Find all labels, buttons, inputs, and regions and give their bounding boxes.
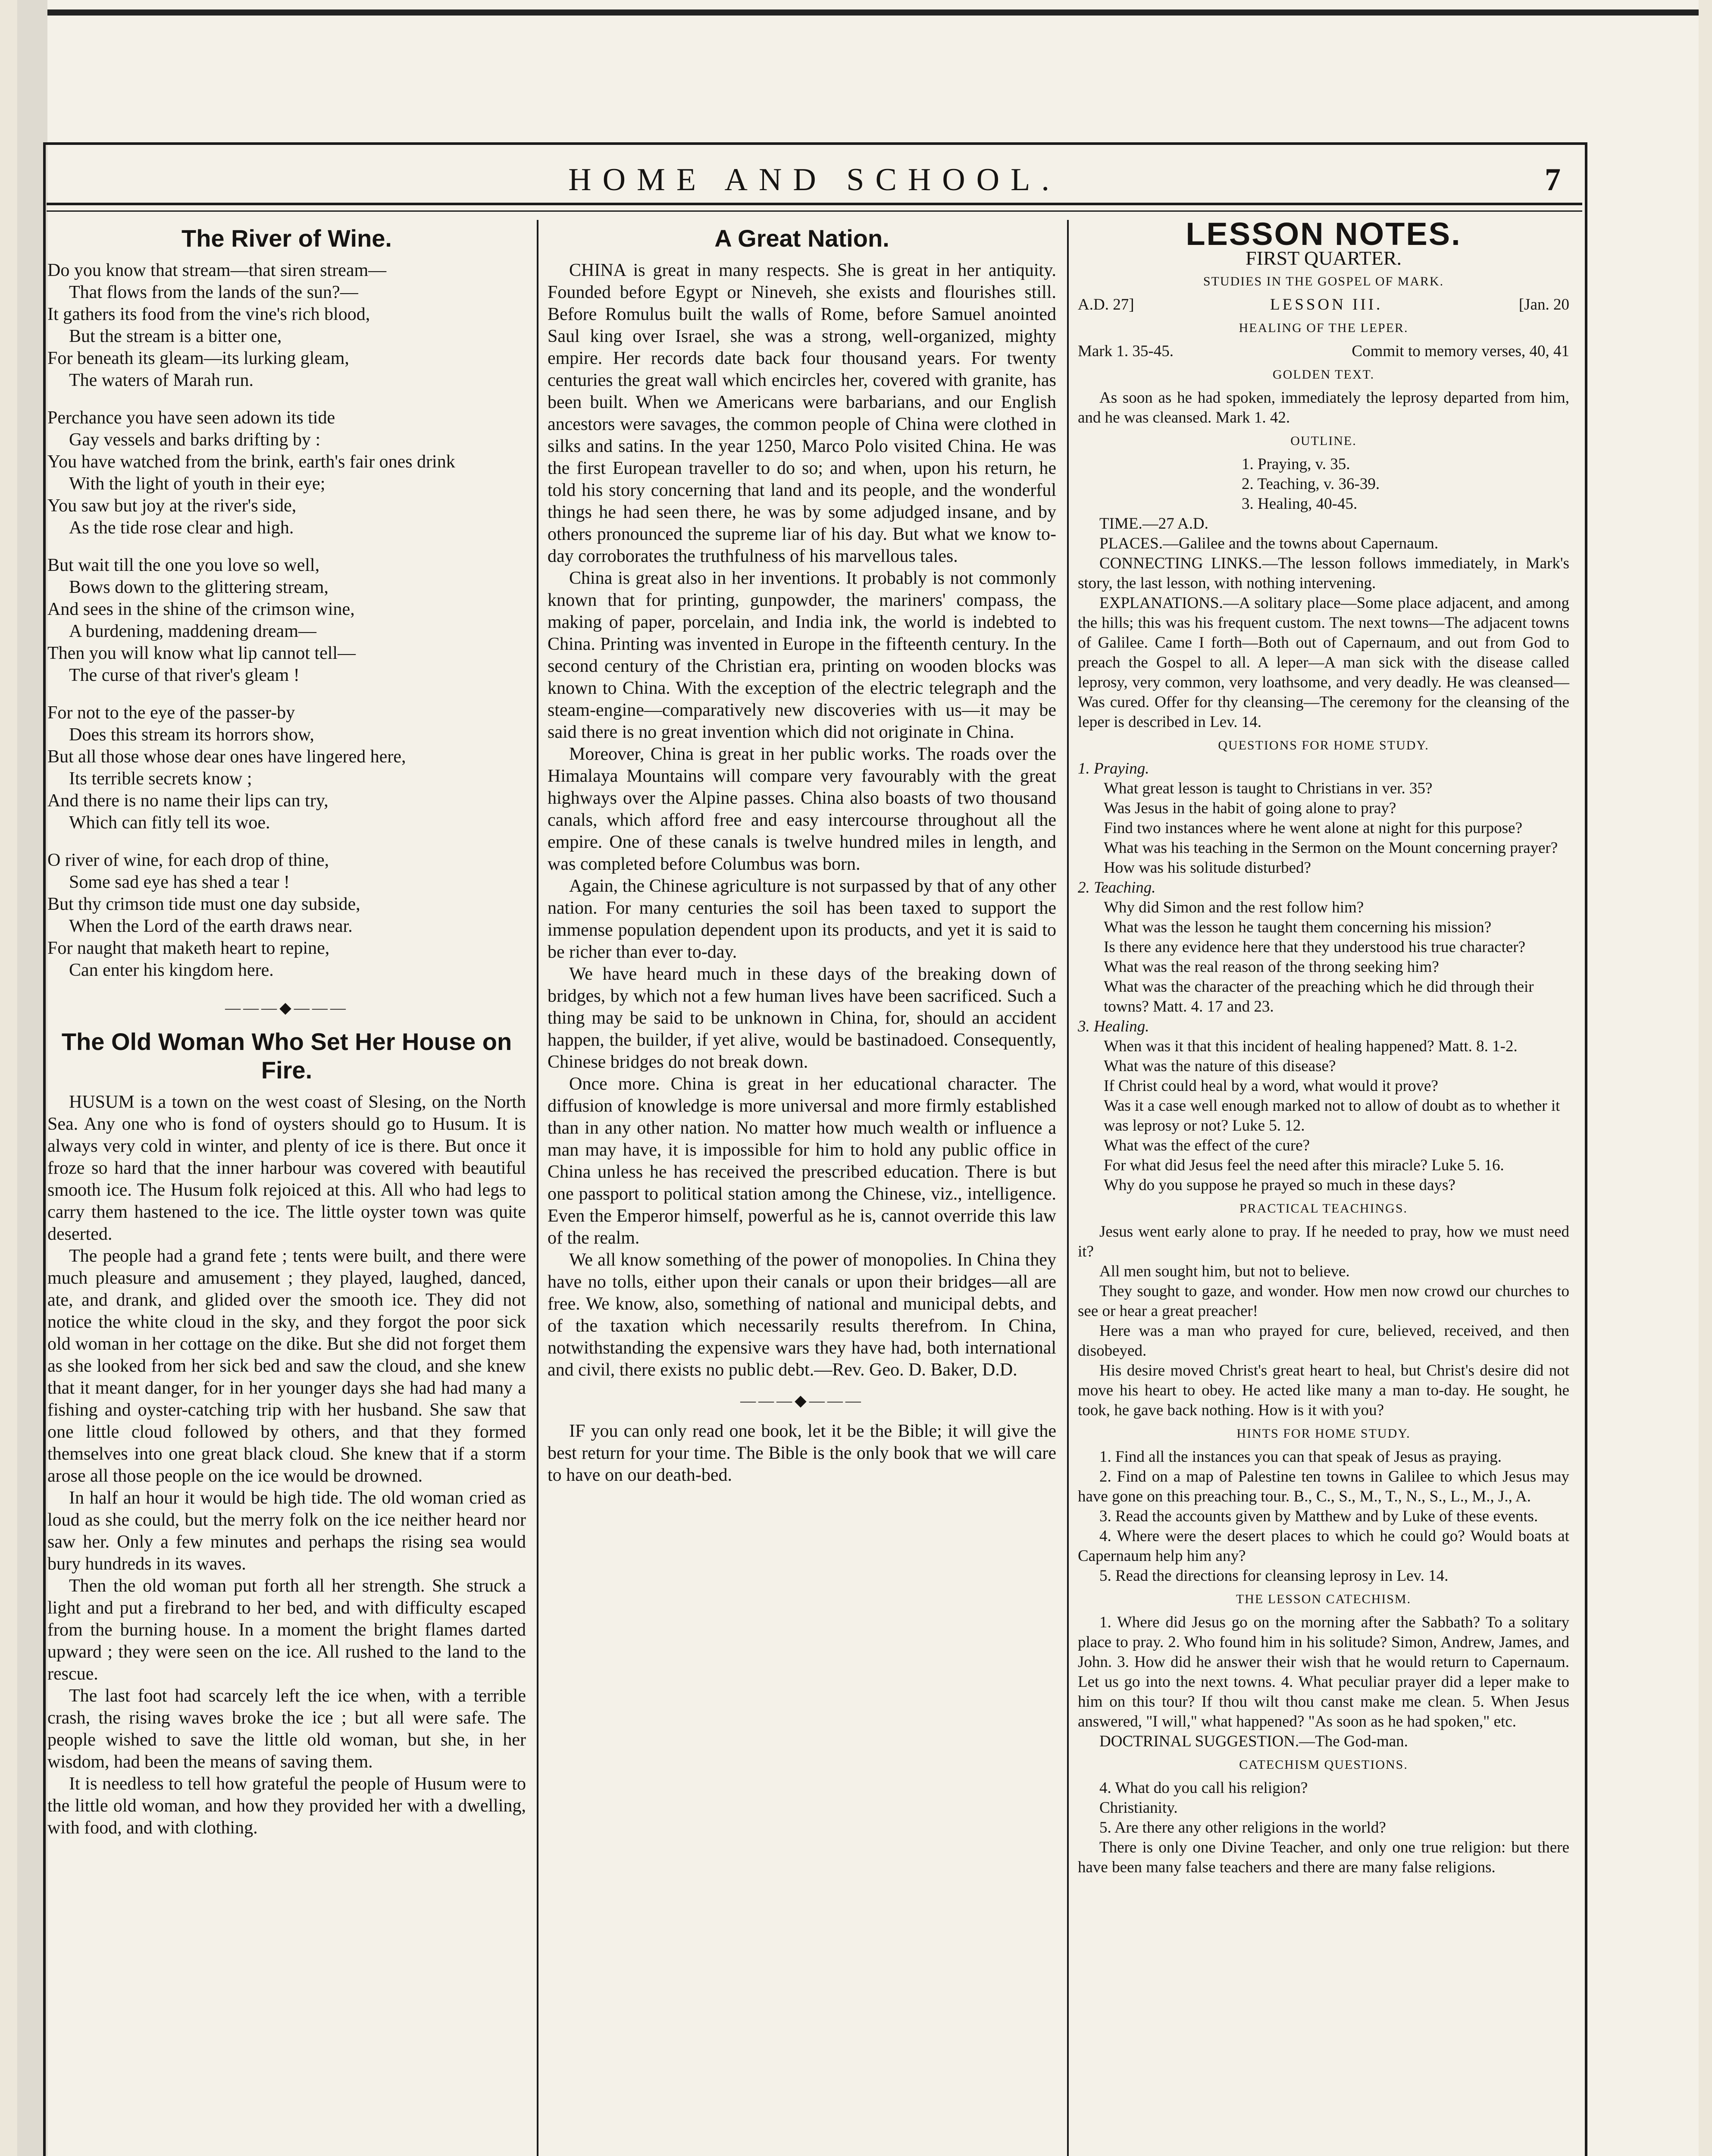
hint-item: 2. Find on a map of Palestine ten towns in Galilee to which Jesus may have gone on this preaching tour. B., C., S., M., T., N., S., L., M., J., A. [1078,1468,1569,1505]
catechism-label: THE LESSON CATECHISM. [1236,1592,1412,1606]
poem-stanza [47,849,526,981]
column-rule [537,220,538,2156]
lesson-subject: HEALING OF THE LEPER. [1239,321,1408,335]
hint-item: 4. Where were the desert places to which he could go? Would boats at Capernaum help him any? [1078,1527,1569,1565]
poem-line: For not to the eye of the passer-by [47,703,295,723]
poem-line: A burdening, maddening dream— [69,621,316,641]
poem-stanza [47,260,526,392]
article-paragraph: We have heard much in these days of the breaking down of bridges, by which not a few human lives have been sacrificed. Such a thing may be said to be unknown in China, for, should an accident happen, the builder, if yet alive, would be bastinadoed. Consequently, Chinese bridges do not break down. [548,964,1056,1072]
question-item: What was the lesson he taught them concerning his mission? [1104,918,1492,936]
question-item: How was his solitude disturbed? [1104,859,1311,877]
question-section-head: 1. Praying. [1078,760,1149,777]
poem-line: Then you will know what lip cannot tell— [47,643,356,663]
lesson-time: TIME.—27 A.D. [1099,515,1208,533]
explanations: EXPLANATIONS.—A solitary place—Some place adjacent, and among the hills; this was his frequent custom. The next towns—The adjacent towns of Galilee. Came I forth—Both out of Capernaum, and out from God to preach the Gospel to all. A leper—A man sick with the disease called leprosy, very common, very loathsome, and very deadly. He was cleansed—Was cured. Offer for thy cleansing—The ceremony for the cleansing of the leper is described in Lev. 14. [1078,594,1569,731]
poem-line: Bows down to the glittering stream, [69,577,329,597]
column-rule [1067,220,1069,2156]
article-paragraph: CHINA is great in many respects. She is great in her antiquity. Founded before Egypt or Nineveh, she exists and flourishes still. Before Romulus built the walls of Rome, before Samuel anointed Saul king over Israel, she was a strong, well-organized, mighty empire. Her records date back four thousand years. For twenty centuries the great wall which encircles her, covered with granite, has been built. When we Americans were barbarians, and our English ancestors were savages, the common people of China were clothed in silks and satins. In the year 1250, Marco Polo visited China. He was the first European traveller to do so; and when, upon his return, he told his story concerning that land and its people, and the wonderful things he had seen there, he was by some adjudged insane, and by others pronounced the supreme liar of his day. But what we know to-day corroborates the truthfulness of his marvellous tales. [548,260,1056,566]
lesson-reference-row [1078,342,1569,361]
poem-line: It gathers its food from the vine's rich blood, [47,304,370,324]
story-paragraph: In half an hour it would be high tide. The old woman cried as loud as she could, but the merry folk on the ice neither heard nor saw her. Only a few minutes and perhaps the rising sea would bury hundreds in its waves. [47,1488,526,1574]
catechism-questions-label: CATECHISM QUESTIONS. [1239,1758,1408,1772]
question-item: Why did Simon and the rest follow him? [1104,899,1364,916]
hint-item: 3. Read the accounts given by Matthew and by Luke of these events. [1099,1507,1538,1525]
question-item: What was the nature of this disease? [1104,1057,1336,1075]
poem-stanza [47,702,526,834]
header-rule [47,203,1582,212]
poem-line: But wait till the one you love so well, [47,555,320,575]
catechism-answer: There is only one Divine Teacher, and only one true religion: but there have been many false teachers and there are many false religions. [1078,1839,1569,1876]
question-item: Why do you suppose he prayed so much in these days? [1104,1176,1455,1194]
story-paragraph: Then the old woman put forth all her strength. She struck a light and put a firebrand to her bed, and with difficulty escaped from the burning house. In a moment the bright flames darted upward ; they were seen on the ice. All rushed to the land to the rescue. [47,1576,526,1684]
connecting-links: CONNECTING LINKS.—The lesson follows immediately, in Mark's story, the last lesson, with nothing intervening. [1078,555,1569,592]
studies-heading: STUDIES IN THE GOSPEL OF MARK. [1203,274,1444,288]
poem-line: You saw but joy at the river's side, [47,496,297,516]
top-rule [47,9,1699,16]
poem-line: Do you know that stream—that siren stream— [47,260,387,280]
article-paragraph: We all know something of the power of monopolies. In China they have no tolls, either upon their canals or upon their bridges—all are free. We know, also, something of national and municipal debts, and of the taxation which necessarily results therefrom. In China, notwithstanding the expensive wars they have had, both international and civil, there exists no public debt.—Rev. Geo. D. Baker, D.D. [548,1250,1056,1380]
question-item: Is there any evidence here that they understood his true character? [1104,938,1525,956]
masthead-title: HOME AND SCHOOL. [568,162,1061,197]
catechism-question: 4. What do you call his religion? [1099,1779,1308,1797]
hints-label: HINTS FOR HOME STUDY. [1236,1426,1411,1441]
question-item: For what did Jesus feel the need after this miracle? Luke 5. 16. [1104,1156,1504,1174]
poem-line: With the light of youth in their eye; [69,474,325,494]
practical-item: All men sought him, but not to believe. [1099,1263,1350,1280]
article-paragraph: Moreover, China is great in her public works. The roads over the Himalaya Mountains will compare very favourably with the great highways over the Alpine passes. China also boasts of two thousand canals, which afford free and easy intercourse throughout all the empire. One of these canals is twelve hundred miles in length, and was completed before Columbus was born. [548,744,1056,874]
catechism-question: 5. Are there any other religions in the world? [1099,1819,1386,1836]
poem-line: Which can fitly tell its woe. [69,813,270,833]
questions-label: QUESTIONS FOR HOME STUDY. [1218,738,1429,752]
question-item: What great lesson is taught to Christians in ver. 35? [1104,780,1433,797]
bible-note: IF you can only read one book, let it be the Bible; it will give the best return for your time. The Bible is the only book that we will care to have on our death-bed. [548,1421,1056,1485]
practical-item: Jesus went early alone to pray. If he needed to pray, how we must need it? [1078,1223,1569,1260]
lesson-number: LESSON III. [1270,296,1383,313]
poem-line: Does this stream its horrors show, [69,725,314,745]
outline-item: 2. Teaching, v. 36-39. [1242,475,1380,493]
lesson-year: A.D. 27] [1078,296,1134,313]
poem-line: Gay vessels and barks drifting by : [69,430,321,450]
article-title: A Great Nation. [714,225,889,252]
lesson-date: [Jan. 20 [1518,296,1569,313]
question-item: If Christ could heal by a word, what would it prove? [1104,1077,1438,1095]
quarter-heading: FIRST QUARTER. [1246,247,1402,269]
story-title: The Old Woman Who Set Her House on Fire. [61,1028,512,1084]
poem-stanza [47,555,526,686]
lesson-notes-heading: LESSON NOTES. [1186,216,1462,252]
poem-line: The waters of Marah run. [69,370,254,390]
poem-line: And there is no name their lips can try, [47,791,329,811]
story-paragraph: It is needless to tell how grateful the people of Husum were to the little old woman, and how they provided her with a dwelling, with food, and with clothing. [47,1774,526,1838]
poem-body [47,260,526,981]
hint-item: 5. Read the directions for cleansing leprosy in Lev. 14. [1099,1567,1449,1585]
practical-item: His desire moved Christ's great heart to heal, but Christ's desire did not move his heart to obey. He acted like many a man to-day. He sought, he took, he gave back nothing. How is it with you? [1078,1362,1569,1419]
practical-item: They sought to gaze, and wonder. How men now crowd our churches to see or hear a great preacher! [1078,1282,1569,1320]
golden-text: As soon as he had spoken, immediately the leprosy departed from him, and he was cleansed. Mark 1. 42. [1078,389,1569,426]
poem-line: For naught that maketh heart to repine, [47,938,330,958]
poem-line: Some sad eye has shed a tear ! [69,872,290,892]
column-middle [548,220,1056,1486]
story-paragraph: HUSUM is a town on the west coast of Slesing, on the North Sea. Any one who is fond of oysters should go to Husum. It is always very cold in winter, and plenty of ice is there. But once it froze so hard that the inner harbour was covered with beautiful smooth ice. The Husum folk rejoiced at this. All who had legs to carry them hastened to the ice. The little oyster town was quite deserted. [47,1092,526,1244]
page-header [47,153,1582,201]
question-item: What was the real reason of the throng seeking him? [1104,958,1439,976]
question-item: What was the character of the preaching which he did through their towns? Matt. 4. 17 and 23. [1104,978,1534,1015]
story-paragraph: The people had a grand fete ; tents were built, and there were much pleasure and amusement ; they played, laughed, danced, ate, and drank, and glided over the smooth ice. They did not notice the white cloud in the sky, and they forgot the poor sick old woman in her cottage on the dike. But she did not forget them as she looked from her sick bed and saw the cloud, and she knew that it meant danger, for in her younger days she had had many a fishing and oyster-catching trip with her husband. She saw that one little cloud followed by others, and that they formed themselves into one great black cloud. She knew that if a storm arose all those people on the ice would be drowned. [47,1246,526,1486]
question-item: Was Jesus in the habit of going alone to pray? [1104,799,1396,817]
doctrinal-suggestion: DOCTRINAL SUGGESTION.—The God-man. [1099,1733,1408,1750]
lesson-catechism: 1. Where did Jesus go on the morning after the Sabbath? To a solitary place to pray. 2. Who found him in his solitude? Simon, Andrew, James, and John. 3. How did he answer their wish that he would return to Capernaum. Let us go into the next towns. 4. What peculiar prayer did a leper make to him on this tour? If thou wilt thou canst make me clean. 5. When Jesus answered, "I will," what happened? "As soon as he had spoken," etc. [1078,1614,1569,1730]
poem-line: But the stream is a bitter one, [69,326,282,346]
poem-line: Can enter his kingdom here. [69,960,274,980]
poem-stanza [47,407,526,539]
lesson-places: PLACES.—Galilee and the towns about Capernaum. [1099,535,1439,552]
article-paragraph: China is great also in her inventions. It probably is not commonly known that for printing, gunpowder, the mariners' compass, the making of paper, porcelain, and India ink, the world is indebted to China. Printing was invented in Europe in the fifteenth century. In the second century of the Christian era, printing on wooden blocks was known to China. With the exception of the electric telegraph and the steam-engine—comparatively new discoveries with us—it may be said there is no great invention which did not originate in China. [548,568,1056,742]
outline-item: 3. Healing, 40-45. [1242,495,1358,513]
column-right [1078,216,1569,1877]
poem-line: And sees in the shine of the crimson wine, [47,599,355,619]
question-section-head: 3. Healing. [1078,1018,1149,1035]
poem-line: But thy crimson tide must one day subside, [47,894,360,914]
article-paragraph: Once more. China is great in her educational character. The diffusion of knowledge is more universal and more firmly established than in any other nation. No matter how much wealth or influence a man may have, it is impossible for him to hold any public office in China unless he has received the prescribed education. There is but one passport to political station among the Chinese, viz., intelligence. Even the Emperor himself, powerful as he is, cannot override this law of the realm. [548,1074,1056,1248]
outline-list [1242,454,1569,514]
article-paragraph: Again, the Chinese agriculture is not surpassed by that of any other nation. For many centuries the soil has been taxed to support the immense population dependent upon its products, and yet it is said to be richer than ever to-day. [548,876,1056,962]
poem-line: As the tide rose clear and high. [69,518,294,538]
scripture-reference: Mark 1. 35-45. [1078,342,1174,360]
question-item: Find two instances where he went alone at night for this purpose? [1104,819,1523,837]
question-item: When was it that this incident of healing happened? Matt. 8. 1-2. [1104,1037,1518,1055]
outline-item: 1. Praying, v. 35. [1242,455,1350,473]
section-separator: ———◆——— [225,999,348,1016]
question-item: What was his teaching in the Sermon on the Mount concerning prayer? [1104,839,1558,857]
lesson-number-row [1078,295,1569,315]
outline-label: OUTLINE. [1290,434,1357,448]
hint-item: 1. Find all the instances you can that speak of Jesus as praying. [1099,1448,1502,1466]
golden-text-label: GOLDEN TEXT. [1272,367,1375,382]
poem-line: Perchance you have seen adown its tide [47,408,335,428]
catechism-answer: Christianity. [1099,1799,1178,1817]
question-section-head: 2. Teaching. [1078,879,1156,896]
story-paragraph: The last foot had scarcely left the ice when, with a terrible crash, the rising waves broke the ice ; but all were safe. The people wished to save the little old woman, but she, in her wisdom, had been the means of saving them. [47,1686,526,1772]
poem-title: The River of Wine. [181,225,392,252]
poem-line: For beneath its gleam—its lurking gleam, [47,348,349,368]
page-number: 7 [1545,162,1561,197]
poem-line: But all those whose dear ones have lingered here, [47,747,406,767]
poem-line: The curse of that river's gleam ! [69,665,300,685]
practical-label: PRACTICAL TEACHINGS. [1239,1201,1408,1216]
memory-verses: Commit to memory verses, 40, 41 [1352,342,1569,360]
poem-line: Its terrible secrets know ; [69,769,252,789]
question-item: Was it a case well enough marked not to allow of doubt as to whether it was leprosy or not? Luke 5. 12. [1104,1097,1560,1134]
poem-line: You have watched from the brink, earth's fair ones drink [47,452,455,472]
column-left [47,220,526,1839]
practical-item: Here was a man who prayed for cure, believed, received, and then disobeyed. [1078,1322,1569,1360]
poem-line: O river of wine, for each drop of thine, [47,850,329,870]
poem-line: That flows from the lands of the sun?— [69,282,358,302]
section-separator: ———◆——— [740,1392,864,1409]
poem-line: When the Lord of the earth draws near. [69,916,353,936]
question-item: What was the effect of the cure? [1104,1137,1310,1154]
